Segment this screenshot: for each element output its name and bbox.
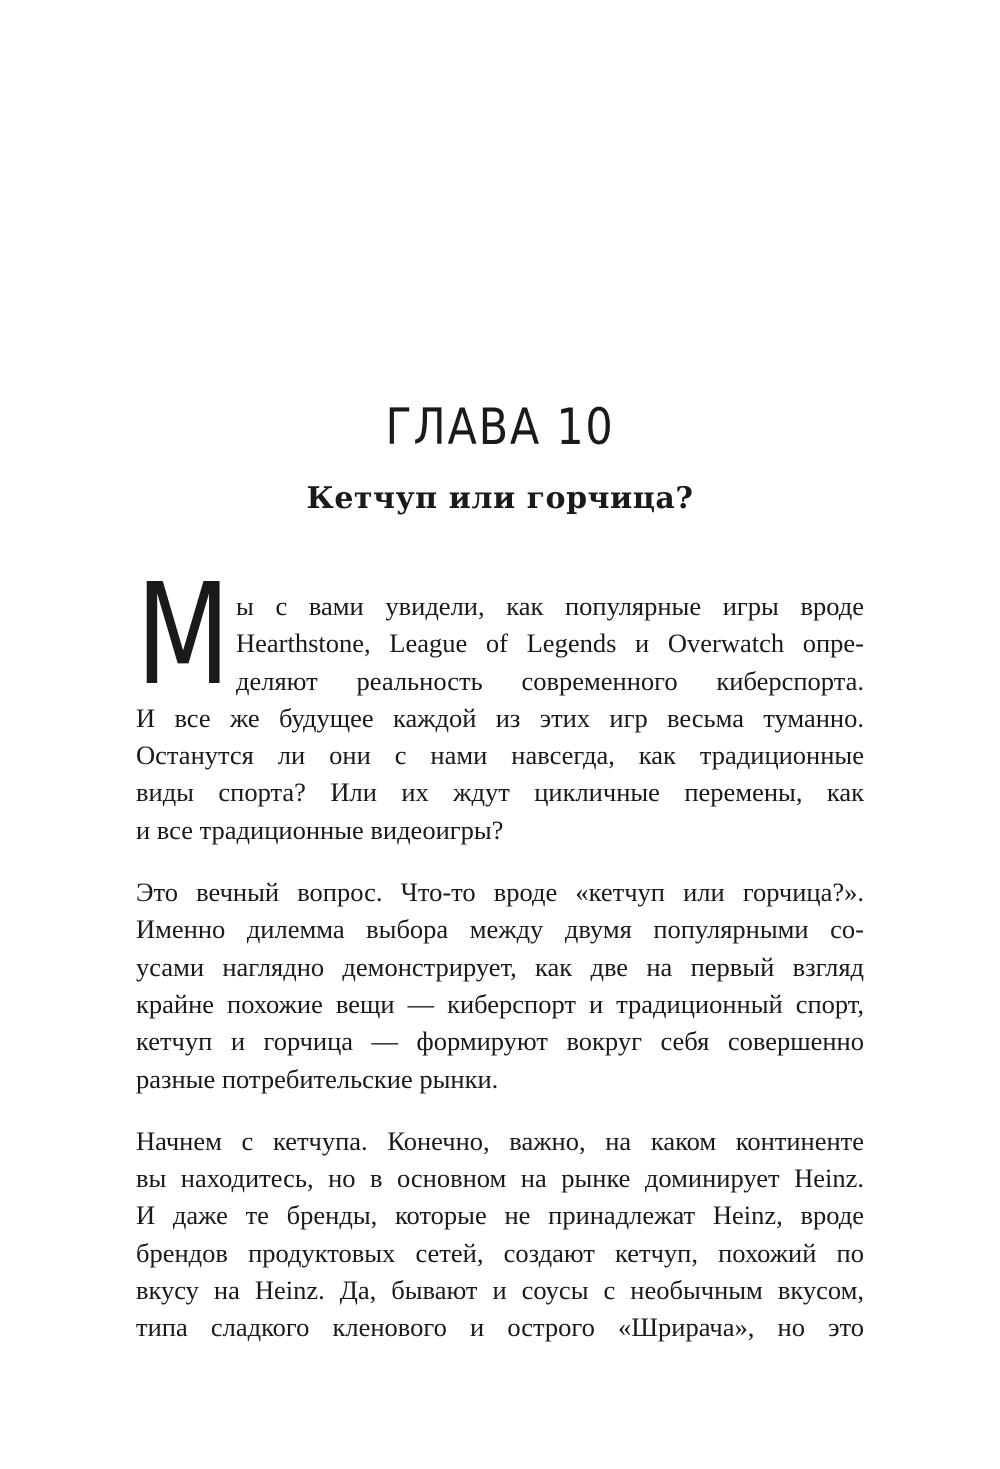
body-text <box>136 588 864 1347</box>
text-line: Hearthstone, League of Legends и Overwatch опре- <box>236 628 864 659</box>
text-line: Начнем с кетчупа. Конечно, важно, на каком континенте <box>136 1125 864 1156</box>
text-line: И все же будущее каждой из этих игр весьма туманно. <box>136 702 864 733</box>
paragraph-1 <box>136 588 864 849</box>
text-line: виды спорта? Или их ждут цикличные перемены, как <box>136 777 864 808</box>
paragraph-3 <box>136 1123 864 1347</box>
text-line: ы с вами увидели, как популярные игры вроде <box>236 591 864 621</box>
text-line: разные потребительские рынки. <box>136 1063 499 1094</box>
text-line: и все традиционные видеоигры? <box>136 814 504 845</box>
text-line: Именно дилемма выбора между двумя популярными со- <box>136 914 864 945</box>
paragraph-2 <box>136 874 864 1098</box>
text-line: вы находитесь, но в основном на рынке доминирует Heinz. <box>136 1163 864 1194</box>
text-line: деляют реальность современного киберспорта. <box>236 665 864 696</box>
text-line: вкусу на Heinz. Да, бывают и соусы с необычным вкусом, <box>136 1275 864 1306</box>
text-line: брендов продуктовых сетей, создают кетчуп, похожий по <box>136 1237 864 1268</box>
text-line: И даже те бренды, которые не принадлежат Heinz, вроде <box>136 1200 864 1231</box>
text-line: Останутся ли они с нами навсегда, как традиционные <box>136 740 864 771</box>
text-line: крайне похожие вещи — киберспорт и традиционный спорт, <box>136 988 864 1019</box>
text-line: Это вечный вопрос. Что-то вроде «кетчуп или горчица?». <box>136 877 864 908</box>
chapter-label: ГЛАВА 10 <box>385 398 615 456</box>
drop-cap: М <box>136 554 231 717</box>
paragraph-gap <box>136 849 864 874</box>
paragraph-gap <box>136 1098 864 1123</box>
text-line: кетчуп и горчица — формируют вокруг себя совершенно <box>136 1026 864 1057</box>
text-line: типа сладкого кленового и острого «Шрирача», но это <box>136 1312 864 1343</box>
chapter-title: Кетчуп или горчица? <box>306 481 694 516</box>
text-line: усами наглядно демонстрирует, как две на первый взгляд <box>136 951 864 982</box>
